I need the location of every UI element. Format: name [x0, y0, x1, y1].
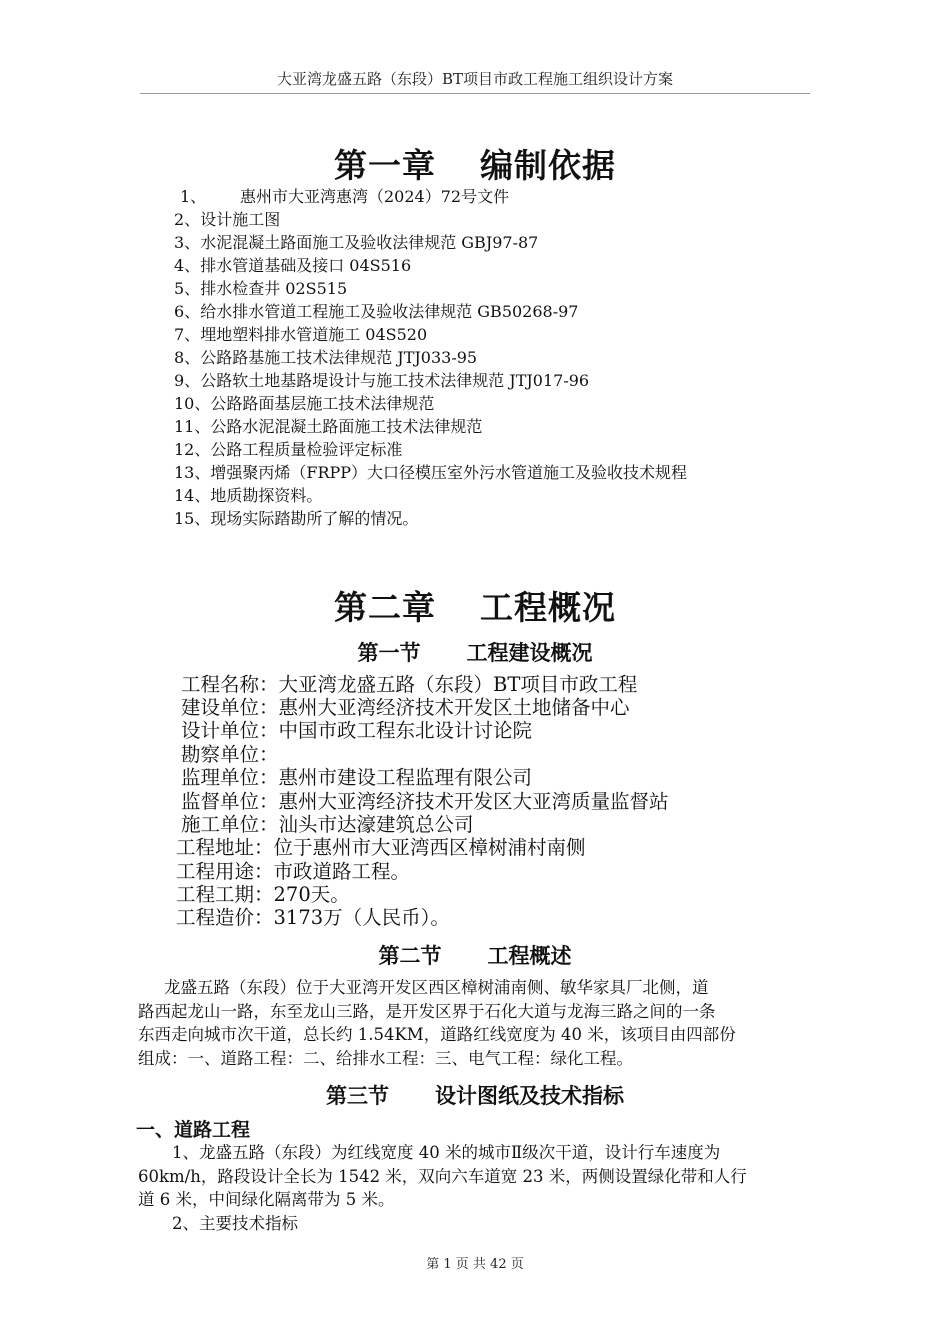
chapter-2-heading [0, 582, 950, 629]
basis-item: 6、给水排水管道工程施工及验收法律规范 GB50268-97 [174, 302, 579, 321]
basis-item: 4、排水管道基础及接口 04S516 [174, 256, 412, 275]
info-row-quality-station: 监督单位：惠州大亚湾经济技术开发区大亚湾质量监督站 [181, 790, 669, 813]
road-engineering-heading: 一、道路工程 [136, 1119, 251, 1141]
basis-item: 10、公路路面基层施工技术法律规范 [174, 394, 435, 413]
page-header: 大亚湾龙盛五路（东段）BT项目市政工程施工组织设计方案 [276, 70, 674, 88]
road-engineering-paragraph: 1、龙盛五路（东段）为红线宽度 40 米的城市Ⅱ级次干道，设计行车速度为 60km/h，路段设计全长为 1542 米，双向六车道宽 23 米，两侧设置绿化带和人行 道 6 米，中间绿化隔离带为 5 米。 2、主要技术指标 [138, 1143, 747, 1233]
basis-item: 3、水泥混凝土路面施工及验收法律规范 GBJ97-87 [174, 233, 539, 252]
info-row-duration: 工程工期：270天。 [176, 883, 350, 906]
info-row-address: 工程地址：位于惠州市大亚湾西区樟树浦村南侧 [176, 836, 586, 859]
basis-item: 8、公路路基施工技术法律规范 JTJ033-95 [174, 348, 478, 367]
info-row-supervisor: 监理单位：惠州市建设工程监理有限公司 [181, 766, 533, 789]
section-2-heading: 第二节 工程概述 [378, 944, 572, 968]
info-row-surveyor: 勘察单位： [181, 743, 279, 766]
basis-item: 13、增强聚丙烯（FRPP）大口径模压室外污水管道施工及验收技术规程 [174, 463, 688, 482]
basis-item: 14、地质勘探资料。 [174, 486, 323, 505]
header-divider [140, 93, 810, 94]
chapter-1-heading [0, 140, 950, 187]
basis-item: 1、 惠州市大亚湾惠湾（2024）72号文件 [180, 187, 510, 206]
info-row-project-name: 工程名称：大亚湾龙盛五路（东段）BT项目市政工程 [181, 673, 638, 696]
basis-item: 9、公路软土地基路堤设计与施工技术法律规范 JTJ017-96 [174, 371, 590, 390]
info-row-usage: 工程用途：市政道路工程。 [176, 860, 411, 883]
chapter-2-title: 工程概况 [480, 588, 616, 627]
basis-item: 12、公路工程质量检验评定标准 [174, 440, 403, 459]
basis-item: 15、现场实际踏勘所了解的情况。 [174, 509, 419, 528]
info-row-contractor: 施工单位：汕头市达濠建筑总公司 [181, 813, 474, 836]
section-1-heading: 第一节 工程建设概况 [357, 641, 593, 665]
overview-paragraph: 龙盛五路（东段）位于大亚湾开发区西区樟树浦南侧、敏华家具厂北侧，道 路西起龙山一路，东至龙山三路，是开发区界于石化大道与龙海三路之间的一条 东西走向城市次干道，总长约 1.54KM，道路红线宽度为 40 米，该项目由四部份 组成：一、道路工程：二、给排水工程：三、电气工程：绿化工程。 [138, 978, 736, 1068]
section-3-heading: 第三节 设计图纸及技术指标 [326, 1084, 624, 1108]
info-row-designer: 设计单位：中国市政工程东北设计讨论院 [181, 719, 533, 742]
info-row-cost: 工程造价：3173万（人民币）。 [176, 906, 450, 929]
basis-item: 7、埋地塑料排水管道施工 04S520 [174, 325, 428, 344]
basis-item: 2、设计施工图 [174, 210, 281, 229]
basis-item: 11、公路水泥混凝土路面施工技术法律规范 [174, 417, 483, 436]
page-number: 第 1 页 共 42 页 [426, 1257, 524, 1272]
chapter-1-title: 编制依据 [480, 146, 616, 185]
info-row-owner: 建设单位：惠州大亚湾经济技术开发区土地储备中心 [181, 696, 630, 719]
basis-item: 5、排水检查井 02S515 [174, 279, 348, 298]
chapter-1-label: 第一章 [334, 146, 436, 185]
chapter-2-label: 第二章 [334, 588, 436, 627]
